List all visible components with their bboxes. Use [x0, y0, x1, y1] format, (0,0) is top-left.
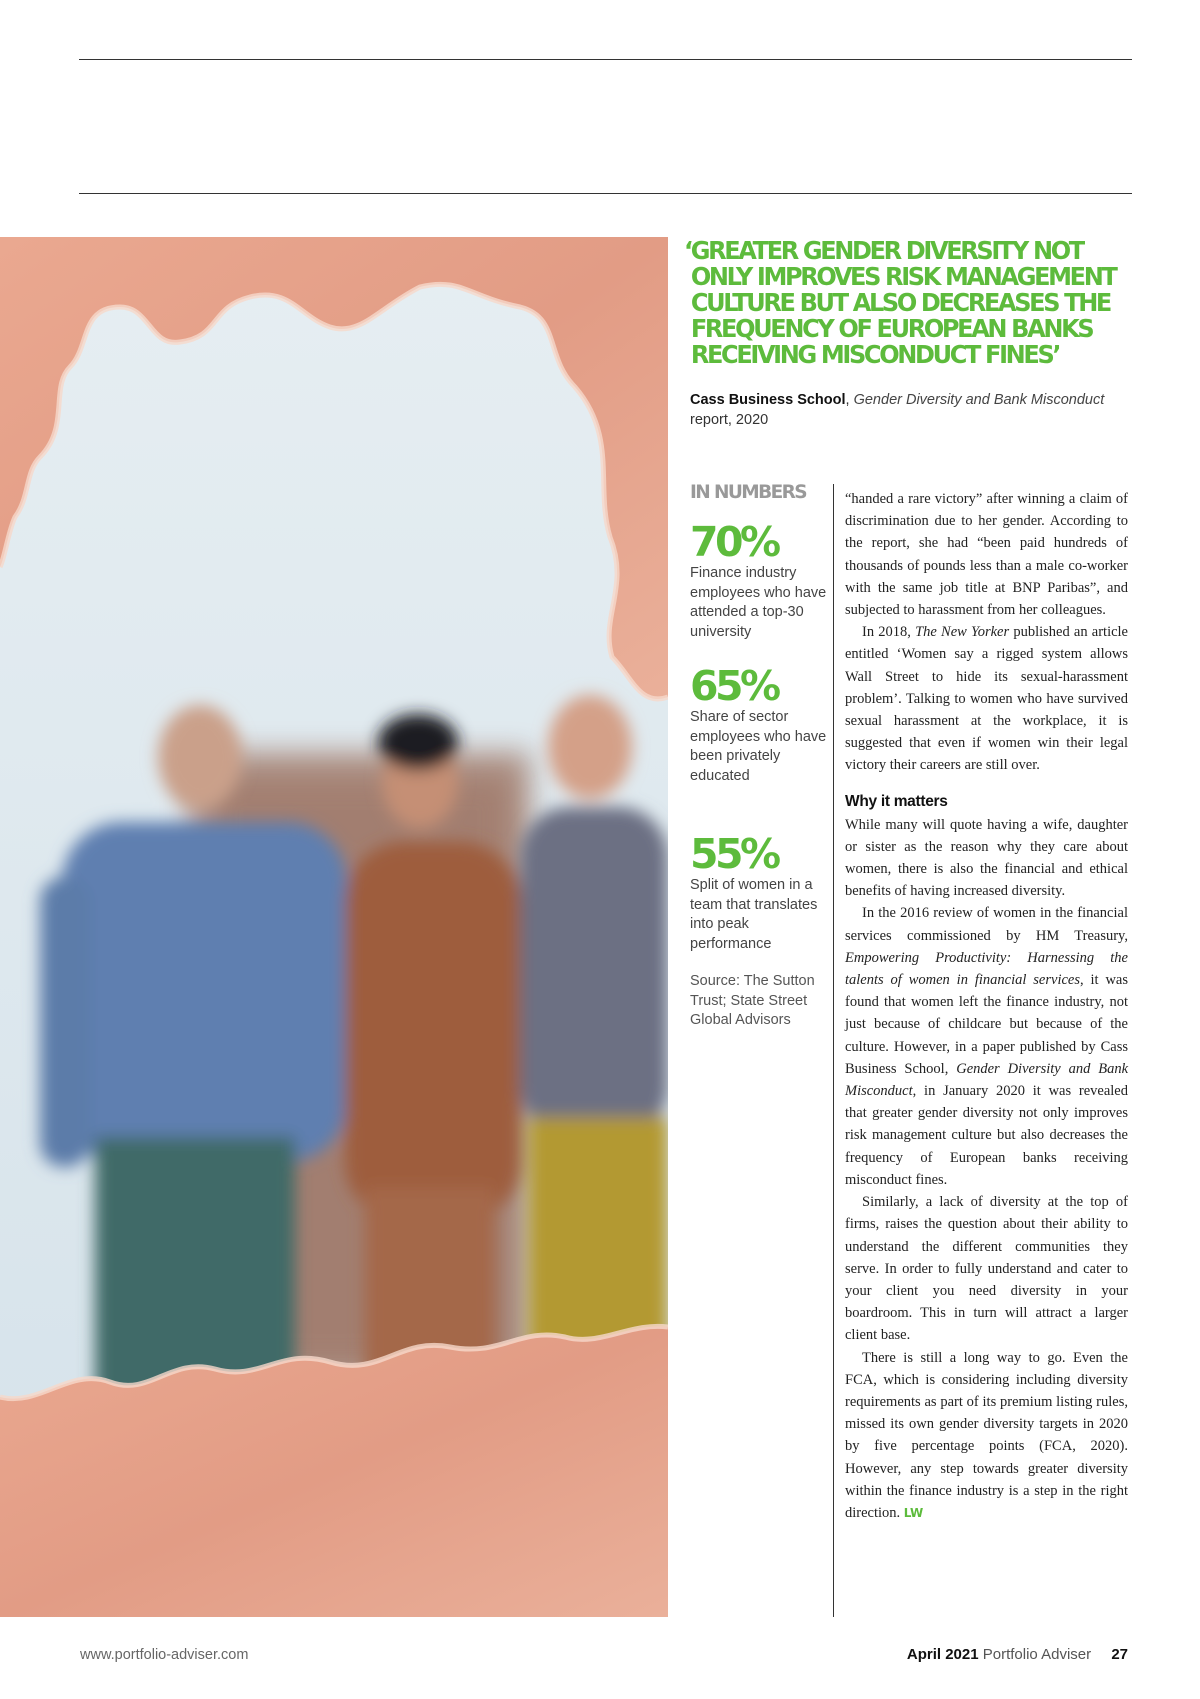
body-paragraph: Similarly, a lack of diversity at the top of firms, raises the question about their ability to understand the different communities they serve. In order to fully understand and cater to your client you need diversity in your boardroom. This in turn will attract a larger client base. — [845, 1194, 1128, 1344]
footer-url[interactable]: www.portfolio-adviser.com — [80, 1647, 249, 1663]
body-paragraph: While many will quote having a wife, daughter or sister as the reason why they care about women, there is also the financial and ethical benefits of having increased diversity. — [845, 816, 1128, 900]
article-body — [845, 488, 1128, 1524]
attribution-tail: report, 2020 — [690, 412, 769, 428]
body-paragraph — [845, 621, 1128, 776]
in-numbers-heading: IN NUMBERS — [690, 482, 807, 503]
pull-quote-line: RECEIVING MISCONDUCT FINES’ — [690, 340, 1060, 369]
header-rule — [79, 193, 1132, 194]
body-text: , it was found that women left the finance industry, not just because of childcare but because of the culture. However, in a paper published by Cass Business School, — [845, 972, 1128, 1077]
article-illustration — [0, 237, 668, 1617]
attribution-org: Cass Business School — [690, 392, 846, 408]
body-paragraph: “handed a rare victory” after winning a claim of discrimination due to her gender. According to the report, she had “been paid hundreds of thousands of pounds less than a male co-worker with the same job title at BNP Paribas”, and subjected to harassment from her colleagues. — [845, 491, 1128, 619]
pull-quote-line: CULTURE BUT ALSO DECREASES THE — [690, 288, 1110, 317]
pull-quote-line: ‘GREATER GENDER DIVERSITY NOT — [684, 236, 1083, 265]
body-text: In the 2016 review of women in the financial services commissioned by HM Treasury, — [845, 905, 1128, 944]
stats-source: Source: The Sutton Trust; State Street Global Advisors — [690, 973, 815, 1028]
page-number: 27 — [1111, 1646, 1128, 1663]
footer-date: April 2021 — [906, 1646, 979, 1663]
attribution-separator: , — [845, 392, 854, 408]
body-paragraph — [845, 1347, 1128, 1525]
publication-name: The New Yorker — [915, 624, 1010, 641]
stat-value: 55% — [690, 830, 778, 878]
stat-value: 65% — [690, 662, 778, 710]
pull-quote — [684, 238, 1115, 368]
stat-label: Share of sector employees who have been privately educated — [690, 709, 827, 784]
in-numbers-sidebar — [690, 482, 830, 1028]
stat-block — [690, 664, 830, 786]
stat-block — [690, 520, 830, 642]
body-text: In 2018, — [862, 624, 916, 641]
body-text: published an article entitled ‘Women say a rigged system allows Wall Street to hide its sexual-harassment problem’. Talking to women who have survived sexual harassment at the workplace, it is suggested that even if women win their legal victory their careers are still over. — [845, 624, 1128, 774]
body-text: , in January 2020 it was revealed that greater gender diversity not only improves risk management culture but also decreases the frequency of European banks receiving misconduct fines. — [845, 1083, 1128, 1188]
stat-label: Finance industry employees who have attended a top-30 university — [690, 565, 827, 640]
stat-block — [690, 832, 830, 954]
pull-quote-attribution — [690, 390, 1120, 430]
stat-value: 70% — [690, 518, 778, 566]
section-heading: Why it matters — [845, 792, 948, 810]
attribution-report-title: Gender Diversity and Bank Misconduct — [853, 392, 1105, 408]
stat-label: Split of women in a team that translates into peak performance — [690, 877, 818, 952]
report-title: Gender Diversity and Bank Misconduct — [845, 1060, 1129, 1100]
footer-publication: Portfolio Adviser — [982, 1646, 1092, 1663]
author-signature: LW — [903, 1505, 923, 1520]
top-rule — [79, 59, 1132, 60]
column-divider — [833, 484, 834, 1617]
report-title: Empowering Productivity: Harnessing the talents of women in financial services — [845, 949, 1128, 989]
pull-quote-line: ONLY IMPROVES RISK MANAGEMENT — [690, 262, 1116, 291]
body-paragraph — [845, 902, 1128, 1191]
pull-quote-line: FREQUENCY OF EUROPEAN BANKS — [690, 314, 1093, 343]
body-text: There is still a long way to go. Even the FCA, which is considering including diversity requirements as part of its premium listing rules, missed its own gender diversity targets in 2020 by five percentage points (FCA, 2020). However, any step towards greater diversity within the finance industry is a step in the right direction. — [845, 1349, 1128, 1521]
footer-folio — [907, 1646, 1128, 1663]
